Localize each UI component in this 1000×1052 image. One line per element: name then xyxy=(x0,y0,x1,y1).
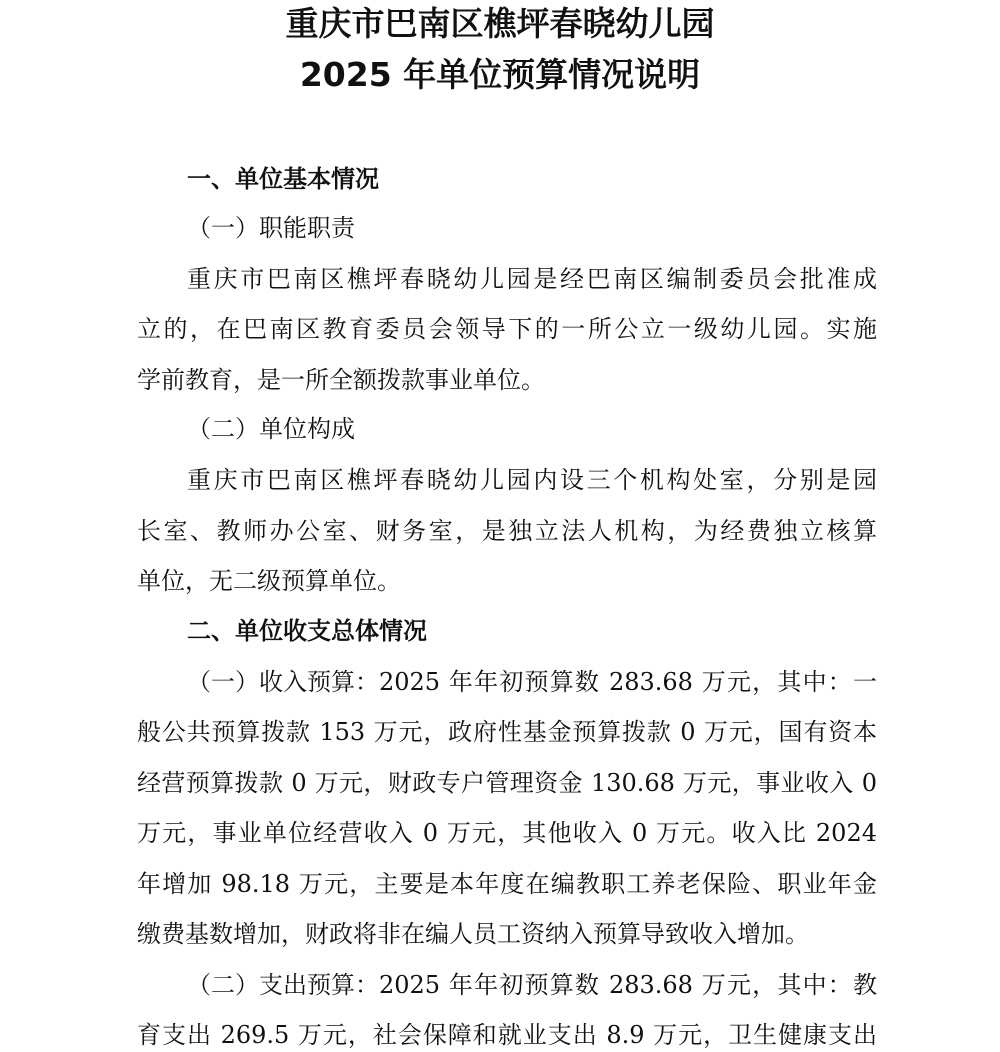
subsection-heading-duties: （一）职能职责 xyxy=(187,214,355,242)
paragraph-line: 学前教育，是一所全额拨款事业单位。 xyxy=(137,366,545,394)
paragraph-line: 重庆市巴南区樵坪春晓幼儿园内设三个机构处室，分别是园 xyxy=(187,466,877,494)
income-lead: （一）收入预算： xyxy=(187,668,379,696)
paragraph-line: 长室、教师办公室、财务室，是独立法人机构，为经费独立核算 xyxy=(137,517,877,545)
income-first-line-rest: 2025 年年初预算数 283.68 万元，其中：一 xyxy=(379,668,877,696)
expense-lead: （二）支出预算： xyxy=(187,971,379,999)
paragraph-line: 单位，无二级预算单位。 xyxy=(137,567,401,595)
paragraph-line: 经营预算拨款 0 万元，财政专户管理资金 130.68 万元，事业收入 0 xyxy=(137,769,877,797)
paragraph-line: 立的，在巴南区教育委员会领导下的一所公立一级幼儿园。实施 xyxy=(137,315,877,343)
section-heading-basic-info: 一、单位基本情况 xyxy=(187,165,379,193)
paragraph-line: 万元，事业单位经营收入 0 万元，其他收入 0 万元。收入比 2024 xyxy=(137,819,877,847)
expense-first-line xyxy=(187,969,877,1001)
document-title-line-2: 2025 年单位预算情况说明 xyxy=(299,55,701,94)
income-first-line xyxy=(187,666,877,698)
paragraph-line: 育支出 269.5 万元，社会保障和就业支出 8.9 万元，卫生健康支出 xyxy=(137,1021,877,1049)
paragraph-line: 般公共预算拨款 153 万元，政府性基金预算拨款 0 万元，国有资本 xyxy=(137,718,877,746)
subsection-heading-structure: （二）单位构成 xyxy=(187,415,355,443)
paragraph-line: 缴费基数增加，财政将非在编人员工资纳入预算导致收入增加。 xyxy=(137,920,809,948)
section-heading-budget-overview: 二、单位收支总体情况 xyxy=(187,617,427,645)
expense-first-line-rest: 2025 年年初预算数 283.68 万元，其中：教 xyxy=(379,971,877,999)
paragraph-line: 年增加 98.18 万元，主要是本年度在编教职工养老保险、职业年金 xyxy=(137,870,877,898)
paragraph-line: 重庆市巴南区樵坪春晓幼儿园是经巴南区编制委员会批准成 xyxy=(187,265,877,293)
document-title-line-1: 重庆市巴南区樵坪春晓幼儿园 xyxy=(285,4,715,43)
